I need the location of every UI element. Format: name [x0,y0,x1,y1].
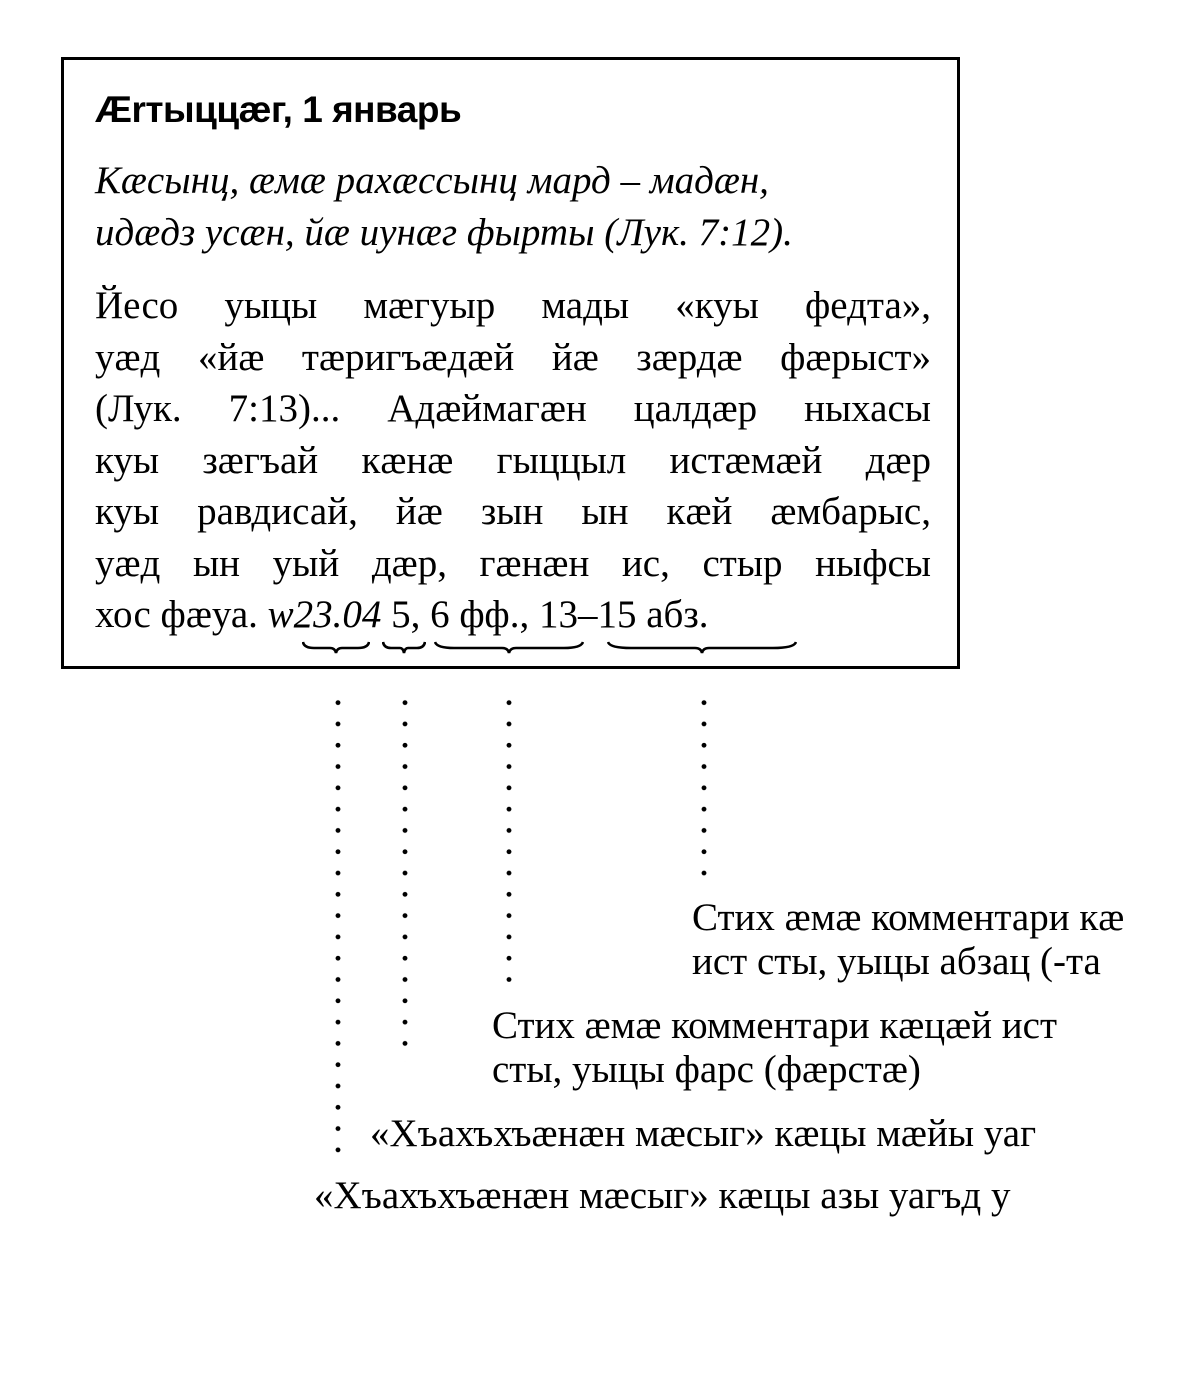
reference-issue: 04 [342,593,382,636]
dotted-leader-pages [506,692,512,982]
brace-icon-pages [434,640,584,654]
body-line-text: хос фæуа. [95,593,268,636]
dotted-leader-paragraphs [701,692,707,884]
body-line: уæд ын уый дæр, гæнæн ис, стыр ныфсы [95,541,931,585]
reference-dot: . [332,593,343,636]
label-year: «Хъахъхъæнæн мæсыг» кæцы азы уагъд у [314,1174,1011,1217]
label-issue: «Хъахъхъæнæн мæсыг» кæцы мæйы уаг [370,1112,1037,1155]
brace-icon-paragraphs [607,640,797,654]
reference-pages: 5, 6 фф., [391,593,530,636]
body-line: (Лук. 7:13)... Адæймагæн цалдæр ныхасы [95,387,931,430]
verse-line: идæдз усæн, йæ иунæг фырты (Лук. 7:12). [95,211,793,254]
verse-line: Кæсынц, æмæ рахæссынц мард – мадæн, [95,159,769,202]
body-line: куы зæгъай кæнæ гыццыл истæмæй дæр [95,438,931,482]
label-paragraphs [692,896,1124,984]
reference-publication: w23 [267,593,333,636]
body-line-with-reference [95,589,931,641]
label-line: Стих æмæ комментари кæ [692,896,1125,939]
body-line: Йесо уыцы мæгуыр мады «куы федта», [95,284,931,327]
card-heading: Ærтыццæг, 1 январь [95,89,462,130]
reference-paragraphs: 13–15 абз. [538,593,709,636]
commentary-body [95,280,931,641]
scripture-verse [95,155,935,259]
body-line: куы равдисай, йæ зын ын кæй æмбарыс, [95,490,931,533]
dotted-leader-issue [402,692,408,1062]
label-line: Стих æмæ комментари кæцæй ист [492,1004,1058,1047]
dotted-leader-year [335,692,341,1168]
label-line: сты, уыцы фарс (фæрстæ) [492,1048,921,1091]
label-line: ист сты, уыцы абзац (-та [692,940,1101,983]
label-pages [492,1004,1057,1092]
brace-icon-year [302,640,370,654]
body-line: уæд «йæ тæригъæдæй йæ зæрдæ фæрыст» [95,335,931,379]
brace-icon-issue [382,640,426,654]
